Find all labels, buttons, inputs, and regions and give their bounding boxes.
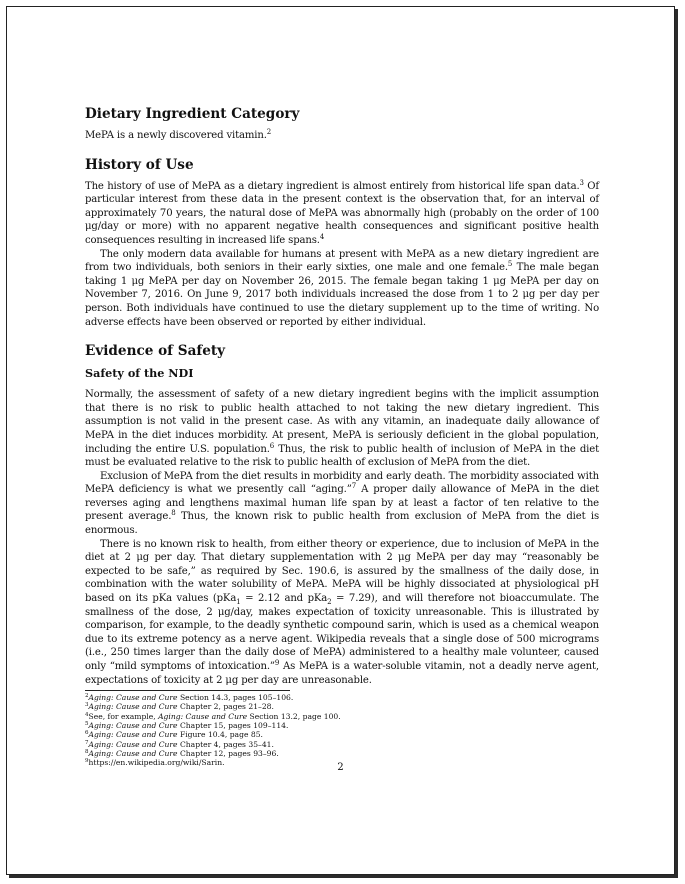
footnote-text: Figure 10.4, page 85. — [177, 730, 263, 740]
dietary-paragraph — [85, 129, 599, 143]
text-run: There is no known risk to health, from either theory or experience, due to inclusion of MePA in the diet at 2 μg per day. That dietary supplementation with 2 μg MePA per day may “reasonably be expected to be safe,” as required by Sec. 190.6, is assured by the smallness of the daily dose, in combination with the water solubility of MePA. MePA will be highly dissociated at physiological pH based on its pKa values (pKa — [85, 538, 599, 605]
footnote-ref: 5 — [507, 260, 513, 269]
footnote-prefix: See, for example, — [88, 711, 159, 721]
footnote-title: Aging: Cause and Cure — [88, 730, 178, 740]
evidence-paragraph-1 — [85, 388, 599, 470]
text-run: Of particular interest from these data in the present context is the observation that, for an interval of approximately 70 years, the natural dose of MePA was abnormally high (probably on the order of 100 μg/day or more) with no apparent negative health consequences and significant positive health consequences resulting in increased life spans. — [85, 180, 600, 246]
heading-evidence-of-safety: Evidence of Safety — [85, 343, 226, 360]
subscript: 2 — [327, 598, 332, 607]
heading-dietary-ingredient-category: Dietary Ingredient Category — [85, 106, 300, 122]
footnote-title: Aging: Cause and Cure — [88, 748, 178, 758]
footnote-number: 8 — [85, 748, 89, 755]
footnote-number: 4 — [85, 711, 89, 718]
footnote-number: 6 — [85, 730, 89, 737]
text-run: Normally, the assessment of safety of a new dietary ingredient begins with the implicit assumption that there is no risk to public health attached to not taking the new dietary ingredient. This assumption is not valid in the present case. As with any vitamin, an inadequate daily allowance of MePA in the diet induces morbidity. At present, MePA is seriously deficient in the global population, including the entire U.S. population. — [85, 389, 599, 455]
subheading-safety-of-ndi: Safety of the NDI — [85, 366, 194, 381]
footnote-title: Aging: Cause and Cure — [88, 693, 178, 703]
footnote-text: Chapter 15, pages 109–114. — [177, 721, 289, 731]
footnote-ref: 9 — [274, 659, 280, 667]
footnotes — [85, 693, 599, 767]
footnote-number: 2 — [85, 693, 89, 700]
footnote-rule — [85, 690, 290, 691]
footnote-title: Aging: Cause and Cure — [88, 739, 178, 749]
text-run: The only modern data available for humans at present with MePA as a new dietary ingredient are from two individuals, both seniors in their early sixties, one male and one female. — [85, 248, 599, 274]
footnote-text: Section 13.2, page 100. — [247, 711, 341, 721]
footnote — [85, 693, 599, 702]
footnote — [85, 730, 599, 739]
text-run: Exclusion of MePA from the diet results in morbidity and early death. The morbidity associated with MePA deficiency is what we presently call “aging.” — [85, 470, 599, 496]
text-run: Thus, the known risk to public health from exclusion of MePA from the diet is enormous. — [85, 511, 599, 537]
footnote — [85, 702, 599, 711]
footnote-text: Chapter 12, pages 93–96. — [177, 748, 279, 758]
page-content — [85, 105, 599, 768]
text-run: As MePA is a water-soluble vitamin, not a deadly nerve agent, expectations of toxicity at 2 μg per day are unreasonable. — [85, 661, 599, 686]
footnote-number: 9 — [85, 758, 89, 765]
footnote-ref: 6 — [269, 441, 275, 450]
footnote-ref: 7 — [351, 482, 357, 491]
footnote-ref: 3 — [579, 178, 584, 187]
history-paragraph-2 — [85, 248, 599, 330]
text-run: Thus, the risk to public health of inclusion of MePA in the diet must be evaluated relative to the risk to public health of exclusion of MePA from the diet. — [85, 443, 599, 469]
footnote-title: Aging: Cause and Cure — [88, 721, 178, 731]
footnote — [85, 712, 599, 721]
footnote — [85, 740, 599, 749]
subscript: 1 — [236, 598, 241, 607]
page-number: 2 — [337, 762, 344, 773]
footnote-url[interactable]: https://en.wikipedia.org/wiki/Sarin. — [88, 758, 225, 768]
dietary-text: MePA is a newly discovered vitamin. — [85, 130, 267, 141]
footnote-ref: 2 — [266, 128, 272, 136]
footnote-ref: 4 — [319, 232, 325, 241]
footnote-text: Chapter 4, pages 35–41. — [177, 739, 274, 749]
footnote-number: 3 — [85, 702, 89, 709]
footnote-number: 5 — [85, 721, 89, 728]
evidence-paragraph-2 — [85, 470, 599, 538]
text-run: A proper daily allowance of MePA in the diet reverses aging and lengthens maximal human life span by at least a factor of ten relative to the present average. — [85, 484, 599, 523]
heading-history-of-use: History of Use — [85, 156, 194, 173]
text-run: = 2.12 and pKa — [240, 593, 328, 605]
text-run: The male began taking 1 μg MePA per day on November 26, 2015. The female began taking 1 μg MePA per day on November 7, 2016. On June 9, 2017 both individuals increased the dose from 1 to 2 μg per day per person. Both individuals have continued to use the dietary supplement up to the time of writing. No adverse effects have been observed or reported by either individual. — [85, 262, 599, 328]
footnote-ref: 8 — [171, 509, 176, 518]
text-run: = 7.29), and will therefore not bioaccumulate. The smallness of the dose, 2 μg/day, makes expectation of toxicity unreasonable. This is illustrated by comparison, for example, to the deadly synthetic compound sarin, which is used as a chemical weapon due to its extreme potency as a nerve agent. Wikipedia reveals that a single dose of 500 micrograms (i.e., 250 times larger than the daily dose of MePA) administered to a healthy male volunteer, caused only “mild symptoms of intoxication.” — [85, 593, 599, 672]
footnote-number: 7 — [85, 739, 89, 746]
footnote — [85, 721, 599, 730]
footnote-text: Section 14.3, pages 105–106. — [177, 693, 294, 703]
document-page — [6, 6, 675, 875]
text-run: The history of use of MePA as a dietary ingredient is almost entirely from historical life span data. — [85, 180, 580, 192]
history-paragraph-1 — [85, 180, 599, 248]
footnote-title: Aging: Cause and Cure — [88, 702, 178, 712]
footnote — [85, 749, 599, 758]
footnote-text: Chapter 2, pages 21–28. — [177, 702, 274, 712]
footnote-title: Aging: Cause and Cure — [158, 711, 248, 721]
evidence-paragraph-3 — [85, 538, 599, 688]
